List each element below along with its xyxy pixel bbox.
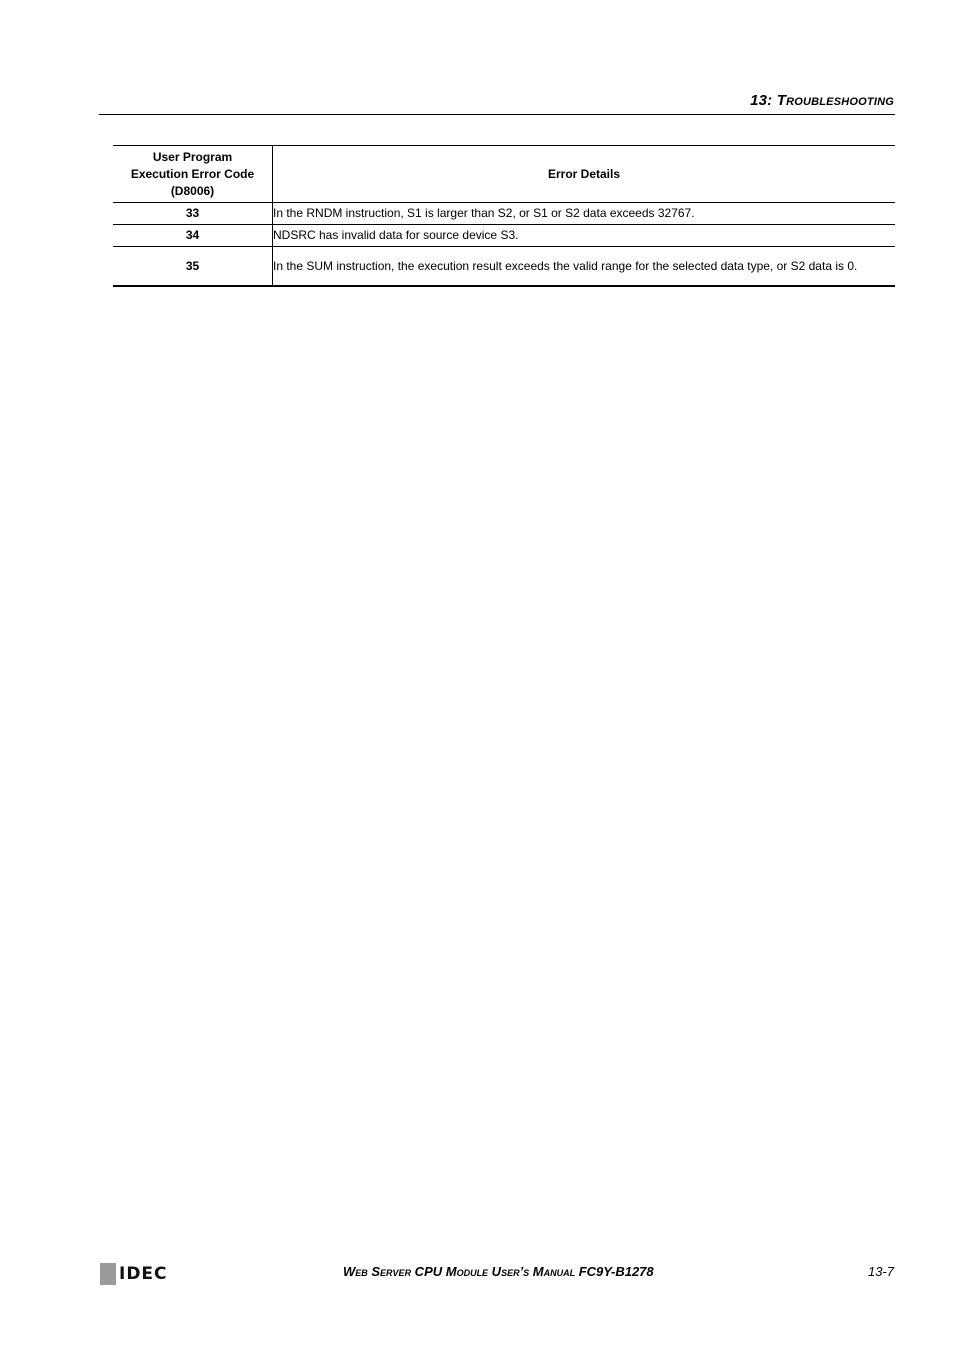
table-row <box>113 247 895 287</box>
table-row <box>113 203 895 225</box>
error-code-table <box>113 145 895 287</box>
error-details-cell: In the SUM instruction, the execution result exceeds the valid range for the selected data type, or S2 data is 0. <box>273 247 896 287</box>
logo-text: IDEC <box>119 1264 168 1284</box>
table-header-row <box>113 146 895 203</box>
column-header-details: Error Details <box>273 146 896 203</box>
error-code-cell: 33 <box>113 203 273 225</box>
column-header-code-label: User Program Execution Error Code (D8006) <box>130 149 255 198</box>
logo-mark-icon <box>100 1263 116 1285</box>
idec-logo <box>100 1263 168 1285</box>
header-divider <box>99 114 895 115</box>
error-code-cell: 34 <box>113 225 273 247</box>
error-code-cell: 35 <box>113 247 273 287</box>
error-details-cell: NDSRC has invalid data for source device S3. <box>273 225 896 247</box>
page-number: 13-7 <box>867 1264 894 1279</box>
manual-title: Web Server CPU Module User’s Manual FC9Y-B1278 <box>343 1264 654 1279</box>
table-row <box>113 225 895 247</box>
chapter-title: 13: Troubleshooting <box>750 92 894 109</box>
column-header-code <box>113 146 273 203</box>
error-details-cell: In the RNDM instruction, S1 is larger than S2, or S1 or S2 data exceeds 32767. <box>273 203 896 225</box>
